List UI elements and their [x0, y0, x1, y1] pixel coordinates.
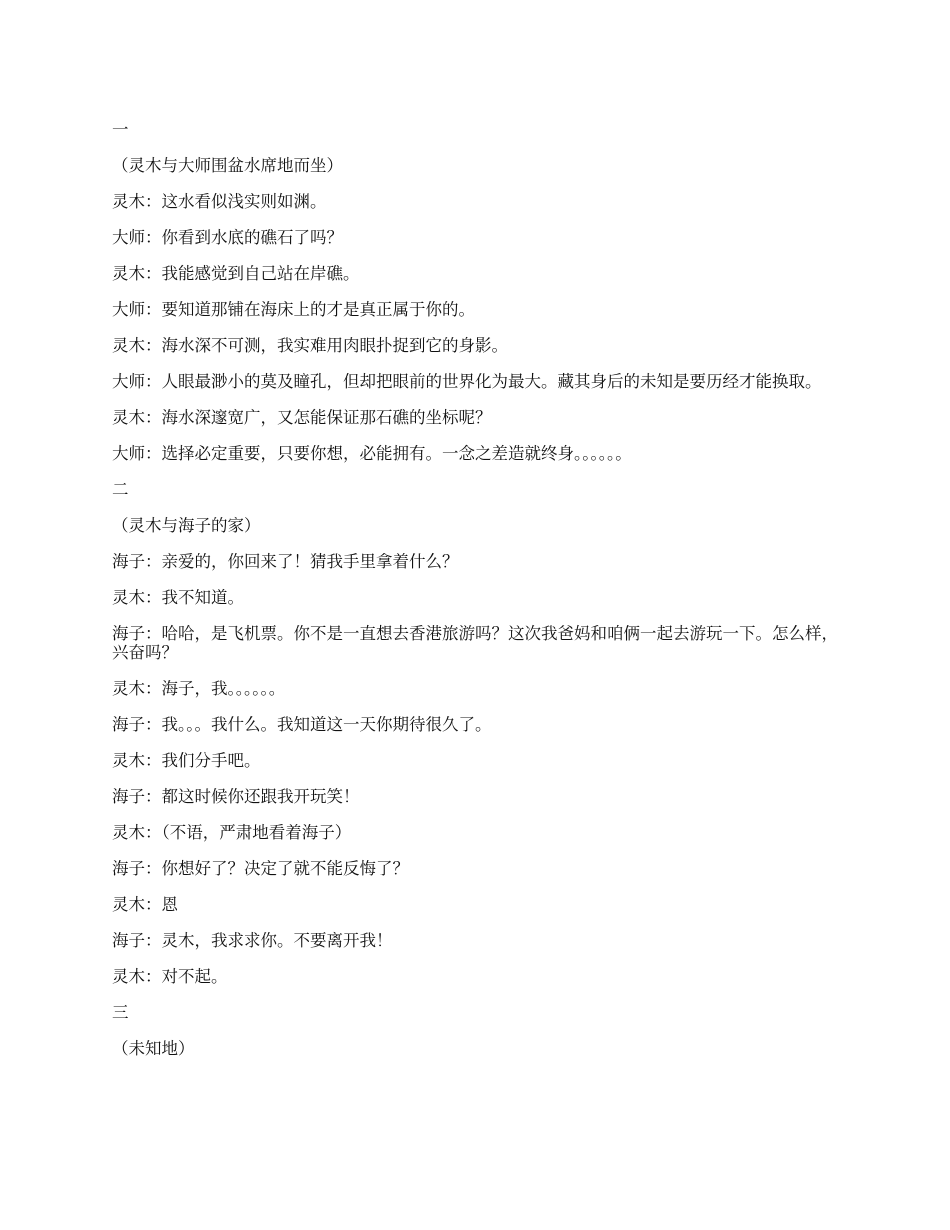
dialogue-line: 灵木：我能感觉到自己站在岸礁。	[112, 264, 360, 283]
stage-direction: （未知地）	[112, 1039, 195, 1058]
section-heading-3: 三	[112, 1003, 129, 1022]
dialogue-line: 海子：都这时候你还跟我开玩笑！	[112, 787, 360, 806]
dialogue-line: 灵木：海水深不可测，我实难用肉眼扑捉到它的身影。	[112, 336, 508, 355]
dialogue-line: 灵木：这水看似浅实则如渊。	[112, 192, 327, 211]
dialogue-line: 大师：要知道那铺在海床上的才是真正属于你的。	[112, 300, 475, 319]
dialogue-line: 海子：亲爱的，你回来了！猜我手里拿着什么？	[112, 552, 459, 571]
document-page	[112, 120, 842, 1075]
dialogue-line: 海子：你想好了？决定了就不能反悔了？	[112, 859, 409, 878]
dialogue-line: 海子：我。。。我什么。我知道这一天你期待很久了。	[112, 715, 492, 734]
dialogue-line: 海子：哈哈，是飞机票。你不是一直想去香港旅游吗？这次我爸妈和咱俩一起去游玩一下。怎么样，兴奋吗？	[112, 624, 838, 662]
dialogue-line: 灵木：恩	[112, 895, 178, 914]
dialogue-line: 灵木：对不起。	[112, 967, 228, 986]
dialogue-line: 大师：你看到水底的礁石了吗？	[112, 228, 343, 247]
dialogue-line: 灵木：海子，我。。。。。。	[112, 679, 286, 698]
dialogue-line: 灵木：我们分手吧。	[112, 751, 261, 770]
dialogue-line: 大师：人眼最渺小的莫及瞳孔，但却把眼前的世界化为最大。藏其身后的未知是要历经才能换取。	[112, 372, 822, 391]
section-heading-2: 二	[112, 480, 129, 499]
section-heading-1: 一	[112, 120, 129, 139]
stage-direction: （灵木与大师围盆水席地而坐）	[112, 156, 343, 175]
dialogue-line: 灵木：海水深邃宽广，又怎能保证那石礁的坐标呢？	[112, 408, 492, 427]
stage-direction: （灵木与海子的家）	[112, 516, 261, 535]
dialogue-line: 灵木：（不语，严肃地看着海子）	[112, 823, 352, 842]
dialogue-line: 灵木：我不知道。	[112, 588, 244, 607]
dialogue-line: 大师：选择必定重要，只要你想，必能拥有。一念之差造就终身。。。。。。	[112, 444, 632, 463]
dialogue-line: 海子：灵木，我求求你。不要离开我！	[112, 931, 393, 950]
